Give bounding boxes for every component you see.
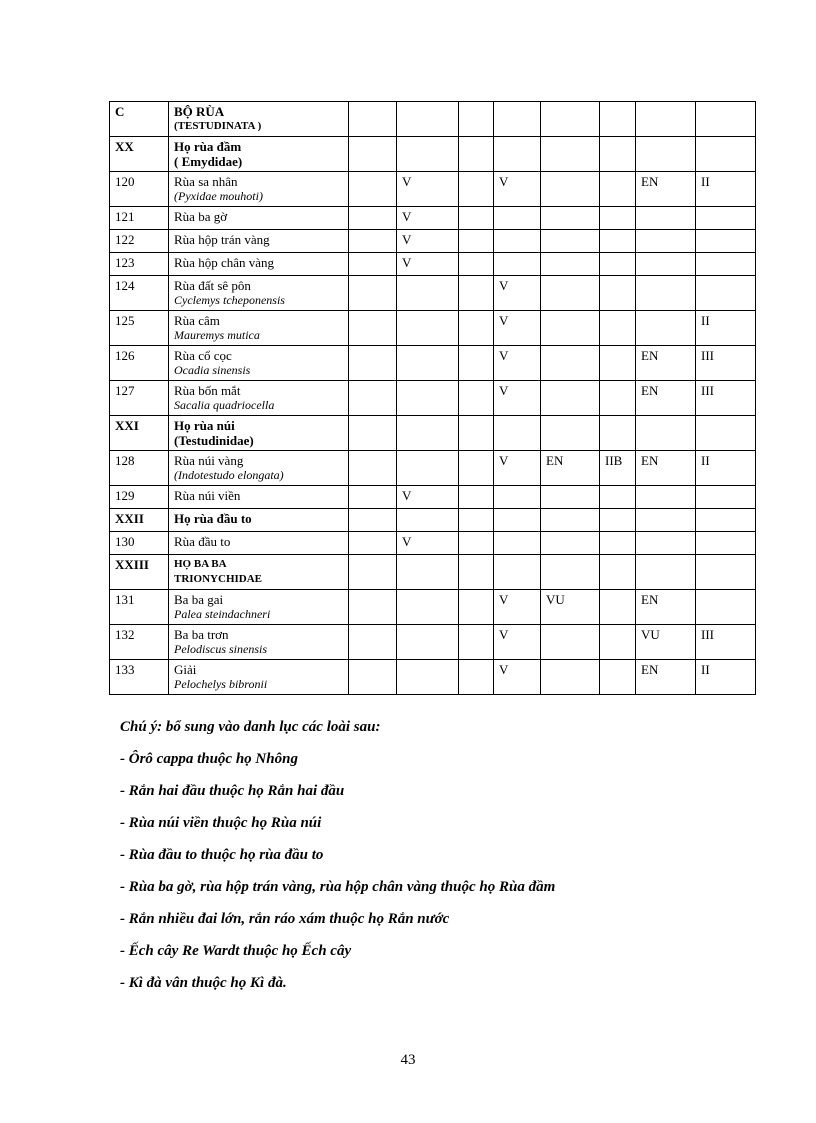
- status-cell: [600, 590, 636, 625]
- status-cell: [349, 486, 397, 509]
- vietnamese-name: BỘ RÙA: [174, 104, 225, 119]
- row-code: 120: [110, 172, 169, 207]
- vietnamese-name: Họ rùa đầu to: [174, 511, 252, 526]
- status-cell: [397, 451, 459, 486]
- status-cell: [541, 486, 600, 509]
- status-cell: V: [494, 346, 541, 381]
- status-cell: V: [494, 625, 541, 660]
- note-line: - Rắn hai đầu thuộc họ Rắn hai đầu: [120, 783, 345, 799]
- taxon-header-row: [110, 102, 756, 137]
- taxon-name-cell: [169, 207, 349, 230]
- note-line: - Ôrô cappa thuộc họ Nhông: [120, 751, 298, 767]
- status-cell: V: [494, 660, 541, 695]
- status-cell: [600, 230, 636, 253]
- vietnamese-name: Họ rùa núi: [174, 418, 235, 433]
- status-cell: [349, 346, 397, 381]
- status-cell: [459, 230, 494, 253]
- status-cell: [600, 137, 636, 172]
- status-cell: [636, 486, 696, 509]
- status-cell: [397, 276, 459, 311]
- status-cell: [397, 416, 459, 451]
- row-code: 131: [110, 590, 169, 625]
- status-cell: II: [696, 451, 756, 486]
- vietnamese-name: Giải: [174, 662, 197, 677]
- status-cell: [696, 590, 756, 625]
- status-cell: [459, 276, 494, 311]
- status-cell: [349, 532, 397, 555]
- status-cell: EN: [636, 346, 696, 381]
- status-cell: [541, 509, 600, 532]
- status-cell: [397, 381, 459, 416]
- status-cell: V: [494, 276, 541, 311]
- species-row: [110, 230, 756, 253]
- status-cell: [541, 660, 600, 695]
- status-cell: VU: [541, 590, 600, 625]
- status-cell: [636, 102, 696, 137]
- vietnamese-name: Rùa bốn mắt: [174, 383, 241, 398]
- status-cell: [636, 230, 696, 253]
- status-cell: [397, 137, 459, 172]
- taxon-name-cell: [169, 253, 349, 276]
- status-cell: [349, 660, 397, 695]
- status-cell: [494, 486, 541, 509]
- status-cell: EN: [636, 451, 696, 486]
- status-cell: [349, 311, 397, 346]
- vietnamese-name: Rùa câm: [174, 313, 220, 328]
- status-cell: [397, 555, 459, 590]
- status-cell: [696, 102, 756, 137]
- status-cell: [349, 590, 397, 625]
- status-cell: V: [494, 172, 541, 207]
- taxon-name-cell: [169, 346, 349, 381]
- status-cell: [541, 311, 600, 346]
- row-code: 123: [110, 253, 169, 276]
- status-cell: [349, 381, 397, 416]
- vietnamese-name: Rùa cổ cọc: [174, 348, 232, 363]
- status-cell: V: [494, 590, 541, 625]
- taxon-name-cell: [169, 532, 349, 555]
- status-cell: V: [397, 230, 459, 253]
- row-code: 124: [110, 276, 169, 311]
- species-row: [110, 451, 756, 486]
- status-cell: [349, 625, 397, 660]
- status-cell: [696, 276, 756, 311]
- taxon-name-cell: [169, 509, 349, 532]
- note-line: - Rùa ba gờ, rùa hộp trán vàng, rùa hộp chân vàng thuộc họ Rùa đầm: [120, 879, 556, 895]
- status-cell: [397, 660, 459, 695]
- status-cell: EN: [636, 660, 696, 695]
- species-row: [110, 311, 756, 346]
- status-cell: [541, 230, 600, 253]
- vietnamese-name: Rùa ba gờ: [174, 209, 228, 224]
- status-cell: [349, 555, 397, 590]
- status-cell: V: [494, 311, 541, 346]
- species-row: [110, 253, 756, 276]
- status-cell: [349, 102, 397, 137]
- status-cell: [459, 102, 494, 137]
- status-cell: [600, 416, 636, 451]
- status-cell: [459, 451, 494, 486]
- taxon-name-cell: [169, 590, 349, 625]
- scientific-name: Cyclemys tcheponensis: [174, 293, 285, 307]
- species-table: [109, 101, 756, 695]
- status-cell: V: [397, 207, 459, 230]
- status-cell: [397, 509, 459, 532]
- status-cell: [541, 102, 600, 137]
- status-cell: [541, 137, 600, 172]
- vietnamese-name: Rùa sa nhân: [174, 174, 238, 189]
- row-code: 125: [110, 311, 169, 346]
- taxon-name-cell: [169, 230, 349, 253]
- vietnamese-name: Họ rùa đầm: [174, 139, 242, 154]
- species-row: [110, 625, 756, 660]
- scientific-name: Palea steindachneri: [174, 607, 271, 621]
- scientific-name: TRIONYCHIDAE: [174, 573, 263, 585]
- status-cell: [636, 509, 696, 532]
- vietnamese-name: Rùa núi vàng: [174, 453, 244, 468]
- row-code: C: [110, 102, 169, 137]
- taxon-header-row: [110, 555, 756, 590]
- status-cell: [494, 207, 541, 230]
- note-line: - Rùa đầu to thuộc họ rùa đầu to: [120, 847, 324, 863]
- taxon-name-cell: [169, 486, 349, 509]
- status-cell: V: [494, 451, 541, 486]
- vietnamese-name: Rùa hộp chân vàng: [174, 255, 275, 270]
- row-code: 129: [110, 486, 169, 509]
- scientific-name: Pelodiscus sinensis: [174, 642, 267, 656]
- scientific-name: Pelochelys bibronii: [174, 677, 268, 691]
- status-cell: III: [696, 346, 756, 381]
- status-cell: [696, 207, 756, 230]
- status-cell: [696, 137, 756, 172]
- status-cell: [541, 253, 600, 276]
- status-cell: [541, 346, 600, 381]
- status-cell: [600, 172, 636, 207]
- vietnamese-name: Rùa đất sê pôn: [174, 278, 251, 293]
- status-cell: [541, 207, 600, 230]
- status-cell: III: [696, 381, 756, 416]
- status-cell: IIB: [600, 451, 636, 486]
- status-cell: [397, 346, 459, 381]
- row-code: 130: [110, 532, 169, 555]
- status-cell: [696, 416, 756, 451]
- status-cell: [349, 276, 397, 311]
- vietnamese-name: Rùa đầu to: [174, 534, 231, 549]
- status-cell: [541, 625, 600, 660]
- scientific-name: Sacalia quadriocella: [174, 398, 275, 412]
- status-cell: [636, 137, 696, 172]
- status-cell: [600, 486, 636, 509]
- status-cell: [349, 137, 397, 172]
- status-cell: [541, 532, 600, 555]
- species-row: [110, 207, 756, 230]
- scientific-name: (Pyxidae mouhoti): [174, 189, 263, 203]
- page-number: 43: [400, 1052, 416, 1068]
- vietnamese-name: HỌ BA BA: [174, 558, 227, 570]
- status-cell: V: [397, 532, 459, 555]
- status-cell: [349, 253, 397, 276]
- status-cell: [696, 253, 756, 276]
- row-code: 128: [110, 451, 169, 486]
- species-row: [110, 172, 756, 207]
- status-cell: [600, 381, 636, 416]
- status-cell: [636, 416, 696, 451]
- vietnamese-name: Rùa núi viền: [174, 488, 241, 503]
- status-cell: [600, 660, 636, 695]
- taxon-name-cell: [169, 660, 349, 695]
- row-code: 132: [110, 625, 169, 660]
- status-cell: [459, 532, 494, 555]
- taxon-name-cell: [169, 451, 349, 486]
- status-cell: II: [696, 660, 756, 695]
- status-cell: [494, 416, 541, 451]
- status-cell: [349, 416, 397, 451]
- row-code: XXIII: [110, 555, 169, 590]
- species-row: [110, 276, 756, 311]
- taxon-name-cell: [169, 172, 349, 207]
- status-cell: [600, 311, 636, 346]
- status-cell: [397, 311, 459, 346]
- note-line: - Ếch cây Re Wardt thuộc họ Ếch cây: [120, 943, 352, 959]
- status-cell: [600, 253, 636, 276]
- note-line: - Rắn nhiều đai lớn, rắn ráo xám thuộc họ Rắn nước: [120, 911, 450, 927]
- status-cell: [349, 451, 397, 486]
- row-code: XXI: [110, 416, 169, 451]
- notes-title: Chú ý: bổ sung vào danh lục các loài sau:: [120, 719, 381, 735]
- status-cell: [459, 416, 494, 451]
- species-row: [110, 486, 756, 509]
- status-cell: [636, 532, 696, 555]
- species-row: [110, 346, 756, 381]
- taxon-name-cell: [169, 276, 349, 311]
- status-cell: [600, 625, 636, 660]
- status-cell: [459, 253, 494, 276]
- species-row: [110, 381, 756, 416]
- row-code: XXII: [110, 509, 169, 532]
- status-cell: [349, 207, 397, 230]
- status-cell: [459, 660, 494, 695]
- status-cell: [459, 311, 494, 346]
- status-cell: [600, 509, 636, 532]
- taxon-name-cell: [169, 137, 349, 172]
- status-cell: II: [696, 172, 756, 207]
- species-row: [110, 660, 756, 695]
- notes-section: [120, 716, 780, 1004]
- status-cell: [696, 230, 756, 253]
- status-cell: [636, 555, 696, 590]
- taxon-header-row: [110, 509, 756, 532]
- status-cell: [541, 555, 600, 590]
- scientific-name: Ocadia sinensis: [174, 363, 251, 377]
- species-table-container: [109, 101, 756, 695]
- status-cell: [459, 486, 494, 509]
- status-cell: [397, 625, 459, 660]
- status-cell: [600, 102, 636, 137]
- status-cell: V: [494, 381, 541, 416]
- row-code: 133: [110, 660, 169, 695]
- status-cell: [494, 555, 541, 590]
- status-cell: [696, 555, 756, 590]
- status-cell: [397, 590, 459, 625]
- status-cell: V: [397, 172, 459, 207]
- species-row: [110, 590, 756, 625]
- status-cell: EN: [636, 172, 696, 207]
- row-code: 126: [110, 346, 169, 381]
- species-table-body: [110, 102, 756, 695]
- scientific-name: (Testudinidae): [174, 433, 254, 448]
- status-cell: [600, 532, 636, 555]
- taxon-name-cell: [169, 102, 349, 137]
- status-cell: [600, 555, 636, 590]
- status-cell: [349, 172, 397, 207]
- status-cell: [349, 509, 397, 532]
- status-cell: [696, 509, 756, 532]
- status-cell: [696, 532, 756, 555]
- status-cell: EN: [541, 451, 600, 486]
- status-cell: [459, 207, 494, 230]
- taxon-name-cell: [169, 416, 349, 451]
- status-cell: V: [397, 253, 459, 276]
- scientific-name: Mauremys mutica: [174, 328, 260, 342]
- status-cell: [494, 532, 541, 555]
- status-cell: [696, 486, 756, 509]
- status-cell: [494, 137, 541, 172]
- status-cell: III: [696, 625, 756, 660]
- row-code: XX: [110, 137, 169, 172]
- status-cell: [349, 230, 397, 253]
- status-cell: [494, 230, 541, 253]
- status-cell: [459, 346, 494, 381]
- status-cell: [600, 207, 636, 230]
- status-cell: [459, 555, 494, 590]
- status-cell: [636, 276, 696, 311]
- taxon-name-cell: [169, 555, 349, 590]
- status-cell: [459, 137, 494, 172]
- taxon-header-row: [110, 137, 756, 172]
- status-cell: [397, 102, 459, 137]
- status-cell: [494, 102, 541, 137]
- scientific-name: (TESTUDINATA ): [174, 120, 262, 132]
- status-cell: VU: [636, 625, 696, 660]
- status-cell: [459, 509, 494, 532]
- status-cell: [541, 172, 600, 207]
- status-cell: [636, 311, 696, 346]
- taxon-name-cell: [169, 381, 349, 416]
- note-line: - Rùa núi viền thuộc họ Rùa núi: [120, 815, 322, 831]
- status-cell: II: [696, 311, 756, 346]
- status-cell: [494, 253, 541, 276]
- row-code: 122: [110, 230, 169, 253]
- taxon-name-cell: [169, 311, 349, 346]
- species-row: [110, 532, 756, 555]
- status-cell: [541, 276, 600, 311]
- row-code: 127: [110, 381, 169, 416]
- status-cell: V: [397, 486, 459, 509]
- status-cell: [541, 416, 600, 451]
- status-cell: [494, 509, 541, 532]
- row-code: 121: [110, 207, 169, 230]
- vietnamese-name: Rùa hộp trán vàng: [174, 232, 270, 247]
- taxon-header-row: [110, 416, 756, 451]
- status-cell: [600, 276, 636, 311]
- status-cell: [459, 625, 494, 660]
- vietnamese-name: Ba ba trơn: [174, 627, 229, 642]
- status-cell: [541, 381, 600, 416]
- status-cell: [459, 381, 494, 416]
- status-cell: [459, 172, 494, 207]
- scientific-name: ( Emydidae): [174, 154, 243, 169]
- status-cell: EN: [636, 590, 696, 625]
- taxon-name-cell: [169, 625, 349, 660]
- note-line: - Kì đà vân thuộc họ Kì đà.: [120, 975, 287, 991]
- status-cell: [636, 207, 696, 230]
- status-cell: [636, 253, 696, 276]
- status-cell: EN: [636, 381, 696, 416]
- status-cell: [459, 590, 494, 625]
- status-cell: [600, 346, 636, 381]
- scientific-name: (Indotestudo elongata): [174, 468, 284, 482]
- vietnamese-name: Ba ba gai: [174, 592, 224, 607]
